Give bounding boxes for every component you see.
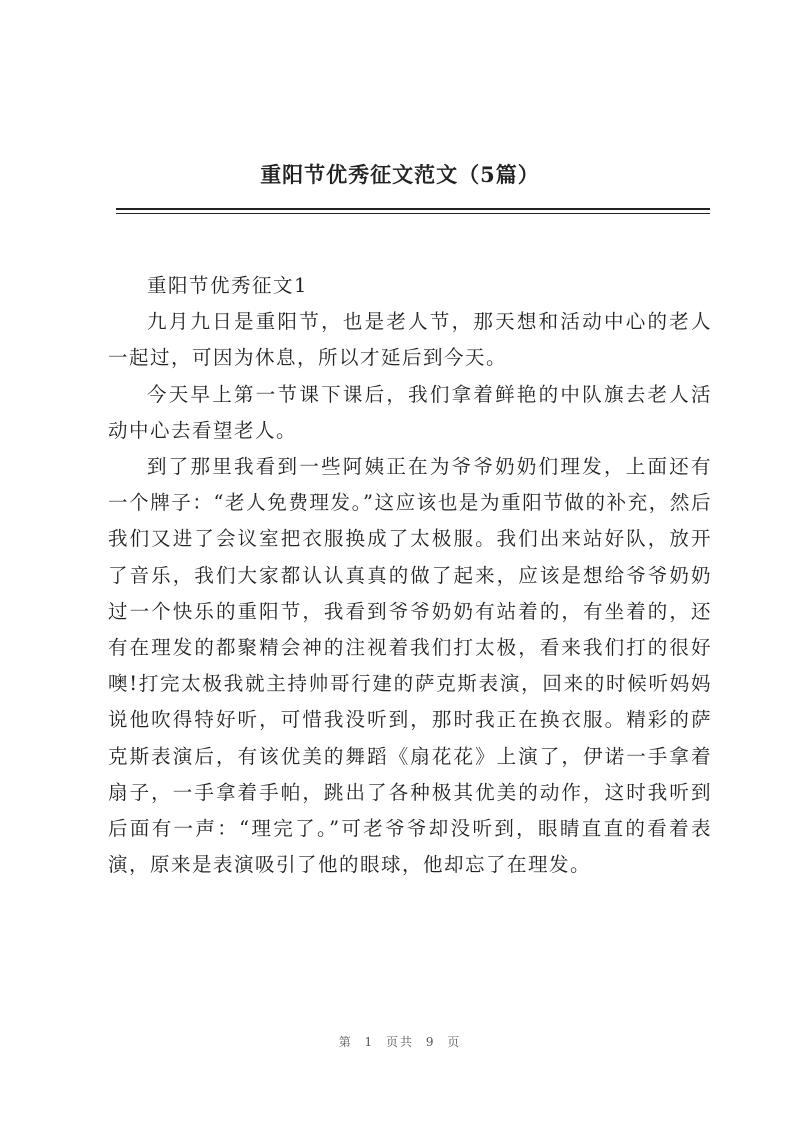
document-body bbox=[108, 268, 712, 883]
paragraph: 今天早上第一节课下课后，我们拿着鲜艳的中队旗去老人活动中心去看望老人。 bbox=[108, 382, 712, 442]
title-divider-thick bbox=[116, 208, 710, 210]
title-divider-thin bbox=[116, 213, 710, 214]
page-title: 重阳节优秀征文范文（5篇） bbox=[260, 162, 540, 187]
paragraph: 九月九日是重阳节，也是老人节，那天想和活动中心的老人一起过，可因为休息，所以才延后到今天。 bbox=[108, 310, 712, 370]
page-number-footer: 第 1 页共 9 页 bbox=[338, 1035, 462, 1049]
paragraph: 到了那里我看到一些阿姨正在为爷爷奶奶们理发，上面还有一个牌子：“老人免费理发。”这应该也是为重阳节做的补充，然后我们又进了会议室把衣服换成了太极服。我们出来站好队，放开了音乐，我们大家都认认真真的做了起来，应该是想给爷爷奶奶过一个快乐的重阳节，我看到爷爷奶奶有站着的，有坐着的，还有在理发的都聚精会神的注视着我们打太极，看来我们打的很好噢!打完太极我就主持帅哥行建的萨克斯表演，回来的时候听妈妈说他吹得特好听，可惜我没听到，那时我正在换衣服。精彩的萨克斯表演后，有该优美的舞蹈《扇花花》上演了，伊诺一手拿着扇子，一手拿着手帕，跳出了各种极其优美的动作，这时我听到后面有一声：“理完了。”可老爷爷却没听到，眼睛直直的看着表演，原来是表演吸引了他的眼球，他却忘了在理发。 bbox=[108, 455, 712, 877]
section-heading: 重阳节优秀征文1 bbox=[147, 274, 308, 297]
